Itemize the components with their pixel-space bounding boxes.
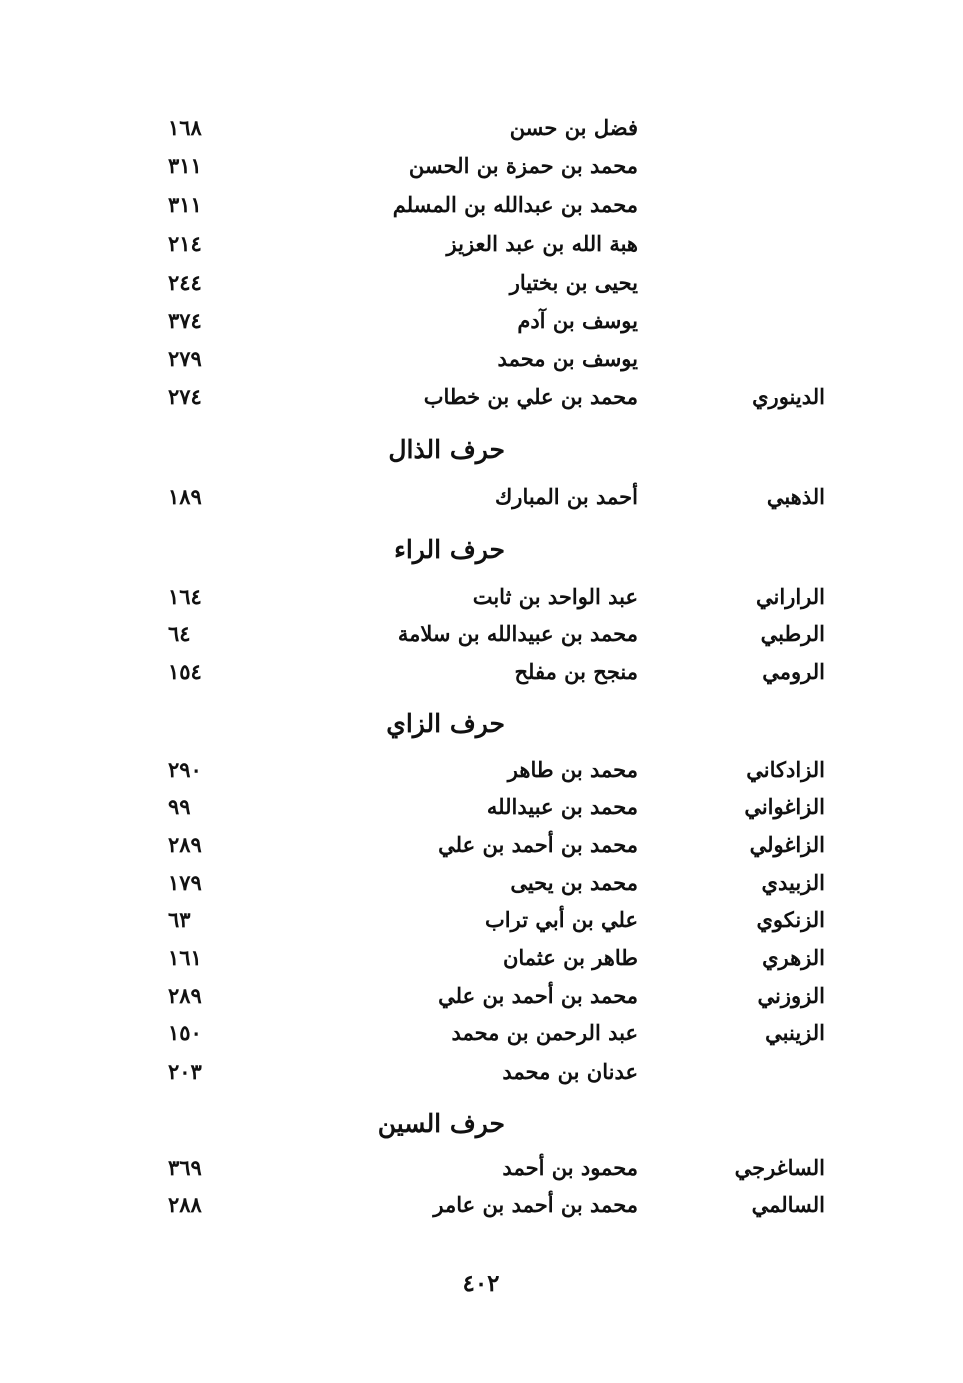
index-row xyxy=(0,302,963,340)
nisba: الزبيدي xyxy=(761,870,825,895)
index-row xyxy=(0,1014,963,1052)
person-name: محمد بن أحمد بن عامر xyxy=(433,1192,638,1217)
page-number: ١٥٠ xyxy=(168,1020,202,1045)
page-number: ١٥٤ xyxy=(168,659,202,684)
nisba: الذهبي xyxy=(766,484,825,509)
section-heading: حرف السين xyxy=(377,1109,505,1138)
page-number: ١٧٩ xyxy=(168,870,202,895)
nisba: الراراني xyxy=(756,584,825,609)
index-row xyxy=(0,939,963,977)
person-name: عبد الواحد بن ثابت xyxy=(472,584,638,609)
nisba: الرطبي xyxy=(760,621,825,646)
person-name: محمد بن طاهر xyxy=(507,757,638,782)
page-number: ١٦١ xyxy=(168,945,202,970)
page-number: ٣١١ xyxy=(168,153,202,178)
index-row xyxy=(0,751,963,789)
person-name: محمد بن أحمد بن علي xyxy=(438,983,638,1008)
index-row xyxy=(0,653,963,691)
nisba: السالمي xyxy=(751,1192,825,1217)
page-number: ٢٨٩ xyxy=(168,832,202,857)
person-name: محمود بن أحمد xyxy=(502,1155,638,1180)
index-row xyxy=(0,378,963,416)
page-number: ٦٤ xyxy=(168,621,191,646)
index-row xyxy=(0,109,963,147)
page-number: ٣٧٤ xyxy=(168,308,202,333)
index-row xyxy=(0,1149,963,1187)
folio-number: ٤٠٢ xyxy=(462,1270,500,1297)
nisba: الساغرجي xyxy=(734,1155,825,1180)
index-row xyxy=(0,225,963,263)
nisba: الزادكاني xyxy=(746,757,825,782)
page-number: ٢٠٣ xyxy=(168,1059,202,1084)
nisba: الدينوري xyxy=(752,384,825,409)
person-name: محمد بن أحمد بن علي xyxy=(438,832,638,857)
person-name: محمد بن علي بن خطاب xyxy=(423,384,638,409)
index-row xyxy=(0,1053,963,1091)
section-heading: حرف الذال xyxy=(388,435,505,464)
person-name: علي بن أبي تراب xyxy=(485,907,638,932)
page-number: ٢٧٩ xyxy=(168,346,202,371)
page-number: ٢٨٨ xyxy=(168,1192,202,1217)
index-row xyxy=(0,147,963,185)
person-name: منجح بن مفلح xyxy=(514,659,638,684)
page-number: ٦٣ xyxy=(168,907,191,932)
person-name: محمد بن عبدالله بن المسلم xyxy=(392,192,638,217)
page-number: ٣٦٩ xyxy=(168,1155,202,1180)
index-row xyxy=(0,826,963,864)
index-row xyxy=(0,264,963,302)
index-row xyxy=(0,615,963,653)
index-row xyxy=(0,788,963,826)
person-name: فضل بن حسن xyxy=(509,115,638,140)
person-name: أحمد بن المبارك xyxy=(495,484,638,509)
nisba: الزينبي xyxy=(765,1020,825,1045)
person-name: يوسف بن آدم xyxy=(517,308,638,333)
nisba: الزنكوي xyxy=(756,907,825,932)
nisba: الزاغواني xyxy=(744,794,825,819)
page-number: ٢٤٤ xyxy=(168,270,202,295)
page-number: ١٦٤ xyxy=(168,584,202,609)
index-row xyxy=(0,578,963,616)
index-row xyxy=(0,478,963,516)
index-row xyxy=(0,977,963,1015)
person-name: يحيى بن بختيار xyxy=(509,270,638,295)
page-number: ٢٨٩ xyxy=(168,983,202,1008)
section-heading: حرف الراء xyxy=(394,535,505,564)
index-row xyxy=(0,864,963,902)
person-name: عدنان بن محمد xyxy=(502,1059,638,1084)
person-name: محمد بن حمزة بن الحسن xyxy=(408,153,638,178)
person-name: محمد بن عبيدالله بن سلامة xyxy=(397,621,638,646)
person-name: هبة الله بن عبد العزيز xyxy=(446,231,638,256)
page-number: ٩٩ xyxy=(168,794,191,819)
section-heading: حرف الزاي xyxy=(386,709,505,738)
person-name: عبد الرحمن بن محمد xyxy=(451,1020,638,1045)
index-row xyxy=(0,340,963,378)
page-number: ٢٩٠ xyxy=(168,757,202,782)
nisba: الزوزني xyxy=(757,983,825,1008)
page-number: ٣١١ xyxy=(168,192,202,217)
index-row xyxy=(0,1186,963,1224)
page-number: ١٨٩ xyxy=(168,484,202,509)
person-name: يوسف بن محمد xyxy=(497,346,638,371)
index-row xyxy=(0,186,963,224)
nisba: الزاغولي xyxy=(749,832,825,857)
page-number: ١٦٨ xyxy=(168,115,202,140)
person-name: طاهر بن عثمان xyxy=(502,945,638,970)
person-name: محمد بن يحيى xyxy=(510,870,638,895)
page-number: ٢١٤ xyxy=(168,231,202,256)
nisba: الرومي xyxy=(762,659,825,684)
index-row xyxy=(0,901,963,939)
person-name: محمد بن عبيدالله xyxy=(486,794,638,819)
page-number: ٢٧٤ xyxy=(168,384,202,409)
nisba: الزهري xyxy=(762,945,825,970)
